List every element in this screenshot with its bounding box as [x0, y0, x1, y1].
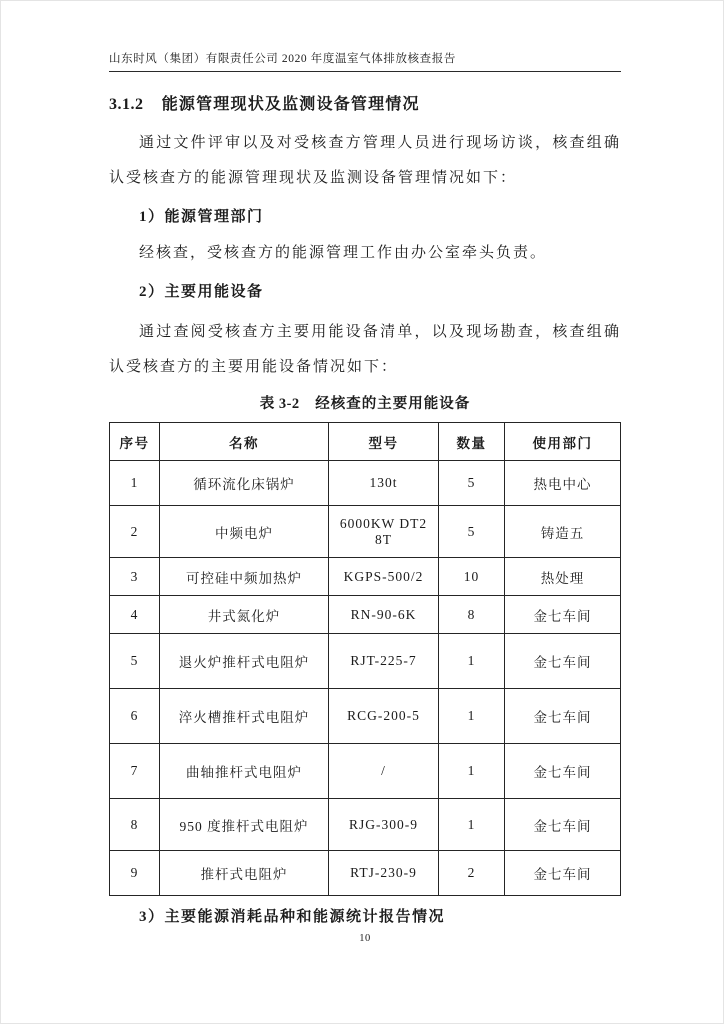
table-cell: 5 [110, 634, 160, 689]
subsection-heading-2: 2）主要用能设备 [139, 284, 264, 300]
table-cell: 可控硅中频加热炉 [160, 558, 329, 596]
table-cell: 8 [110, 799, 160, 851]
column-header-quantity: 数量 [439, 423, 505, 461]
paragraph-intro-2: 通过查阅受核查方主要用能设备清单，以及现场勘查，核查组确认受核查方的主要用能设备情况如下： [109, 324, 621, 375]
table-row [110, 558, 621, 596]
table-header-row [110, 423, 621, 461]
table-cell: 1 [439, 799, 505, 851]
table-caption [109, 394, 621, 414]
running-header [109, 1, 621, 72]
table-cell: 井式氮化炉 [160, 596, 329, 634]
column-header-index: 序号 [110, 423, 160, 461]
table-cell: 推杆式电阻炉 [160, 851, 329, 896]
paragraph-energy-dept: 经核查，受核查方的能源管理工作由办公室牵头负责。 [139, 245, 548, 261]
column-header-department: 使用部门 [505, 423, 621, 461]
table-cell: 7 [110, 744, 160, 799]
table-cell: RJG-300-9 [329, 799, 439, 851]
table-cell: 退火炉推杆式电阻炉 [160, 634, 329, 689]
table-cell: 10 [439, 558, 505, 596]
table-cell: 铸造五 [505, 506, 621, 558]
table-cell: 1 [110, 461, 160, 506]
table-cell: 4 [110, 596, 160, 634]
table-cell: 金七车间 [505, 851, 621, 896]
table-cell: 8 [439, 596, 505, 634]
table-row [110, 851, 621, 896]
table-cell: 130t [329, 461, 439, 506]
column-header-name: 名称 [160, 423, 329, 461]
table-cell: KGPS-500/2 [329, 558, 439, 596]
page-number: 10 [359, 933, 371, 944]
section-number: 3.1.2 [109, 96, 144, 113]
table-row [110, 461, 621, 506]
table-row [110, 744, 621, 799]
table-cell: 5 [439, 461, 505, 506]
table-cell: 热电中心 [505, 461, 621, 506]
table-cell: 9 [110, 851, 160, 896]
table-caption-label: 表 3-2 [259, 396, 300, 412]
table-cell: 1 [439, 689, 505, 744]
table-cell: 1 [439, 634, 505, 689]
table-cell: 金七车间 [505, 744, 621, 799]
table-cell: 循环流化床锅炉 [160, 461, 329, 506]
table-row [110, 689, 621, 744]
table-cell: RTJ-230-9 [329, 851, 439, 896]
table-cell: / [329, 744, 439, 799]
table-cell: 6 [110, 689, 160, 744]
table-row [110, 799, 621, 851]
table-row [110, 506, 621, 558]
paragraph-intro-1: 通过文件评审以及对受核查方管理人员进行现场访谈，核查组确认受核查方的能源管理现状及监测设备管理情况如下： [109, 135, 621, 186]
page-content [109, 1, 621, 944]
table-cell: 6000KW DT2 8T [329, 506, 439, 558]
table-cell: 5 [439, 506, 505, 558]
subsection-heading-3: 3）主要能源消耗品种和能源统计报告情况 [139, 909, 446, 925]
table-cell: 热处理 [505, 558, 621, 596]
table-cell: 中频电炉 [160, 506, 329, 558]
table-cell: 3 [110, 558, 160, 596]
table-cell: 2 [439, 851, 505, 896]
equipment-table [109, 422, 621, 896]
table-cell: 1 [439, 744, 505, 799]
table-row [110, 634, 621, 689]
running-header-title: 山东时风（集团）有限责任公司 2020 年度温室气体排放核查报告 [109, 50, 621, 72]
table-cell: 淬火槽推杆式电阻炉 [160, 689, 329, 744]
section-heading [109, 94, 621, 116]
table-cell: RCG-200-5 [329, 689, 439, 744]
table-cell: 曲轴推杆式电阻炉 [160, 744, 329, 799]
subsection-heading-1: 1）能源管理部门 [139, 209, 264, 225]
table-cell: 金七车间 [505, 634, 621, 689]
table-cell: 金七车间 [505, 799, 621, 851]
table-cell: 2 [110, 506, 160, 558]
table-cell: RJT-225-7 [329, 634, 439, 689]
table-caption-title: 经核查的主要用能设备 [315, 396, 471, 412]
table-cell: 950 度推杆式电阻炉 [160, 799, 329, 851]
table-row [110, 596, 621, 634]
table-cell: RN-90-6K [329, 596, 439, 634]
column-header-model: 型号 [329, 423, 439, 461]
table-cell: 金七车间 [505, 596, 621, 634]
section-title: 能源管理现状及监测设备管理情况 [161, 96, 420, 113]
table-cell: 金七车间 [505, 689, 621, 744]
